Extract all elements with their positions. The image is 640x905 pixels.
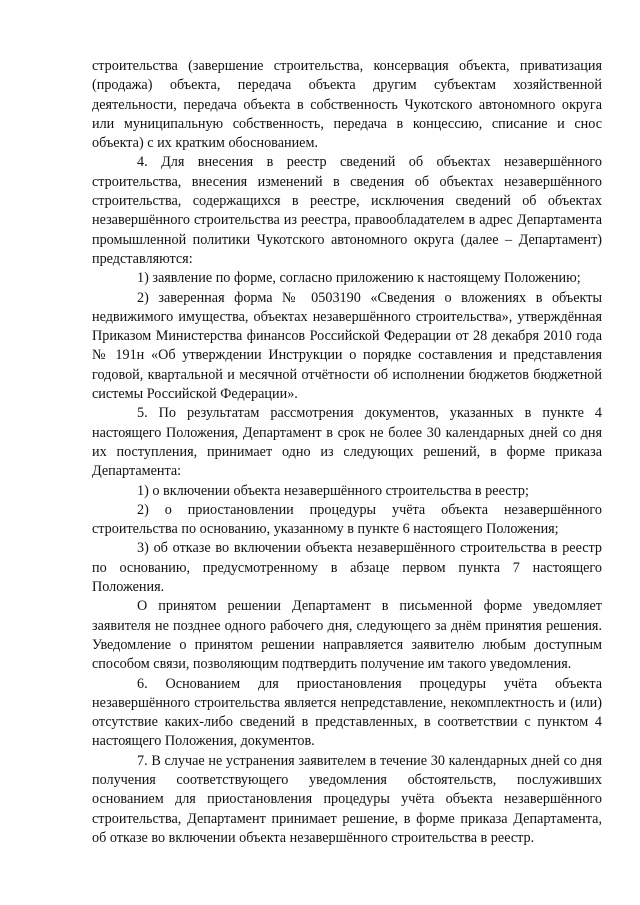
- paragraph-item-4: 4. Для внесения в реестр сведений об объектах незавершённого строительства, внесения изменений в сведения об объектах незавершённого строительства, содержащихся в реестре, исключения сведений об объектах незавершённого строительства из реестра, правообладателем в адрес Департамента промышленной политики Чукотского автономного округа (далее – Департамент) представляются:: [92, 154, 602, 267]
- paragraph-subitem-5-3: 3) об отказе во включении объекта незавершённого строительства в реестр по основанию, предусмотренному в абзаце первом пункта 7 настоящего Положения.: [92, 540, 602, 596]
- paragraph-continuation: строительства (завершение строительства, консервация объекта, приватизация (продажа) объекта, передача объекта другим субъектам хозяйственной деятельности, передача объекта в собственность Чукотского автономного округа или муниципальную собственность, передача в концессию, списание и снос объекта) с их кратким обоснованием.: [92, 58, 602, 152]
- paragraph-subitem-5-2: 2) о приостановлении процедуры учёта объекта незавершённого строительства по основанию, указанному в пункте 6 настоящего Положения;: [92, 501, 602, 538]
- paragraph-item-6: 6. Основанием для приостановления процедуры учёта объекта незавершённого строительства является непредставление, некомплектность и (или) отсутствие каких-либо сведений в представленных, в соответствии с пунктом 4 настоящего Положения, документов.: [92, 675, 602, 750]
- document-body: [92, 57, 602, 848]
- paragraph-subitem-4-2: 2) заверенная форма № 0503190 «Сведения о вложениях в объекты недвижимого имущества, объектах незавершённого строительства», утверждённая Приказом Министерства финансов Российской Федерации от 28 декабря 2010 года № 191н «Об утверждении Инструкции о порядке составления и представления годовой, квартальной и месячной отчётности об исполнении бюджетов бюджетной системы Российской Федерации».: [92, 289, 602, 403]
- paragraph-item-7: 7. В случае не устранения заявителем в течение 30 календарных дней со дня получения соответствующего уведомления обстоятельств, послуживших основанием для приостановления процедуры учёта объекта незавершённого строительства, Департамент принимает решение, в форме приказа Департамента, об отказе во включении объекта незавершённого строительства в реестр.: [92, 752, 602, 846]
- paragraph-subitem-4-1: 1) заявление по форме, согласно приложению к настоящему Положению;: [137, 270, 581, 287]
- paragraph-item-5: 5. По результатам рассмотрения документов, указанных в пункте 4 настоящего Положения, Департамент в срок не более 30 календарных дней со дня их поступления, принимает одно из следующих решений, в форме приказа Департамента:: [92, 405, 602, 480]
- paragraph-notification: О принятом решении Департамент в письменной форме уведомляет заявителя не позднее одного рабочего дня, следующего за днём принятия решения. Уведомление о принятом решении направляется заявителю любым доступным способом связи, позволяющим подтвердить получение им такого уведомления.: [92, 598, 602, 673]
- paragraph-subitem-5-1: 1) о включении объекта незавершённого строительства в реестр;: [137, 482, 529, 499]
